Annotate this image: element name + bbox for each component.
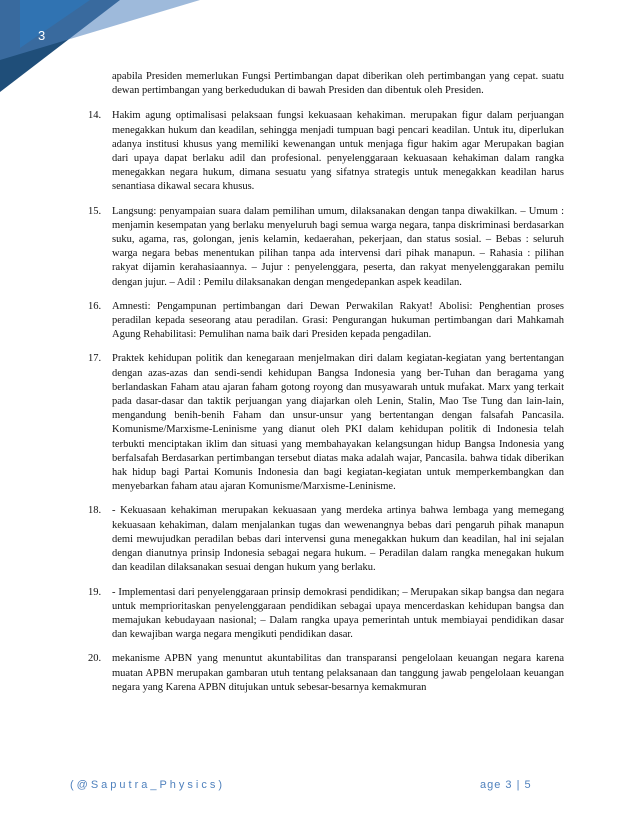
- list-item-text: - Implementasi dari penyelenggaraan prinsip demokrasi pendidikan; – Merupakan sikap bangsa dan negara untuk memprioritaskan penyelenggaraan pendidikan sebagai upaya mencerdaskan kehidupan bangsa dan memajukan kebudayaan nasional; – Dalam rangka upaya pemerintah untuk membiayai pendidikan dasar dan kewajiban warga negara mengikuti pendidikan dasar.: [112, 586, 564, 641]
- list-item-number: 15.: [88, 205, 102, 217]
- list-item-text: Langsung: penyampaian suara dalam pemilihan umum, dilaksanakan dengan tanpa diwakilkan. – Umum : menjamin kesempatan yang berlaku menyeluruh bagi semua warga negara, tanpa diskriminasi berdasarkan suku, agama, ras, golongan, jenis kelamin, kedaerahan, pekerjaan, dan status sosial. – Bebas : seluruh warga negara bebas menentukan pilihan tanpa ada intervensi dari pihak manapun. – Rahasia : pilihan rakyat dijamin kerahasiaannya. – Jujur : penyelenggara, peserta, dan rakyat menyelenggarakan pemilu dengan jujur. – Adil : Pemilu dilaksanakan dengan mengedepankan aspek keadilan.: [112, 205, 564, 288]
- list-item-number: 16.: [88, 300, 102, 312]
- list-item: [88, 586, 564, 643]
- corner-page-number: 3: [38, 28, 46, 43]
- footer-page-number: age 3 | 5: [480, 779, 532, 791]
- document-body: [88, 70, 564, 705]
- list-item-number: 18.: [88, 505, 102, 517]
- list-item-number: 17.: [88, 353, 102, 365]
- list-item: [88, 109, 564, 194]
- footer-author: (@Saputra_Physics): [70, 779, 226, 791]
- list-item: [88, 652, 564, 695]
- list-item: [88, 352, 564, 494]
- list-item-text: Praktek kehidupan politik dan kenegaraan menjelmakan diri dalam kegiatan-kegiatan yang bertentangan dengan azas-azas dan sendi-sendi kehidupan Bangsa Indonesia yang ber-Tuhan dan beragama yang berlandaskan Faham atau ajaran faham gotong royong dan musyawarah untuk mufakat. Marx yang terkait pada dasar-dasar dan taktik perjuangan yang diajarkan oleh Lenin, Stalin, Mao Tse Tung dan lain-lain, mengandung benih-benih Faham dan unsur-unsur yang bertentangan dengan falsafah Pancasila. Komunisme/Marxisme-Leninisme yang dianut oleh PKI dalam kehidupan politik di Indonesia telah terbukti menciptakan iklim dan situasi yang membahayakan kelangsungan hidup Bangsa Indonesia yang berfalsafah Berdasarkan pertimbangan tersebut diatas maka adalah wajar, Pancasila. bahwa tidak diberikan hak hidup bagi Partai Komunis Indonesia dan bagi kegiatan-kegiatan untuk memperkembangkan dan menyebarkan faham atau ajaran Komunisme/Marxisme-Leninisme.: [112, 353, 564, 493]
- list-item: [88, 300, 564, 343]
- list-item: [88, 504, 564, 575]
- list-item-number: 14.: [88, 110, 102, 122]
- list-item-text: Amnesti: Pengampunan pertimbangan dari Dewan Perwakilan Rakyat! Abolisi: Penghentian proses peradilan kepada seseorang atau peradilan. Grasi: Pengurangan hukuman pertimbangan dari Mahkamah Agung Rehabilitasi: Pemulihan nama baik dari Presiden kepada pengadilan.: [112, 300, 564, 341]
- continued-paragraph: apabila Presiden memerlukan Fungsi Pertimbangan dapat diberikan oleh pertimbangan yang cepat. suatu dewan pertimbangan yang berkedudukan di bawah Presiden dan dibentuk oleh Presiden.: [112, 71, 564, 97]
- list-item-text: mekanisme APBN yang menuntut akuntabilitas dan transparansi pengelolaan keuangan negara karena muatan APBN merupakan gambaran utuh tentang pelaksanaan dan tanggung jawab pengelolaan keuangan negara yang Karena APBN ditujukan untuk sebesar-besarnya kemakmuran: [112, 653, 564, 693]
- list-item-number: 20.: [88, 653, 102, 665]
- list-item-number: 19.: [88, 586, 102, 598]
- list-item: [88, 205, 564, 290]
- list-item-text: - Kekuasaan kehakiman merupakan kekuasaan yang merdeka artinya bahwa lembaga yang memegang kekuasaan kehakiman, dalam menjalankan tugas dan wewenangnya bebas dari pengaruh pihak manapun demi mewujudkan peradilan bebas dari intervensi guna menegakkan hukum dan keadilan, hal ini sejalan dengan dianutnya prinsip Indonesia sebagai negara hukum. – Peradilan dalam rangka menegakan hukum dan keadilan dilaksanakan sesuai dengan hukum yang berlaku.: [112, 505, 564, 574]
- list-item-text: Hakim agung optimalisasi pelaksaan fungsi kekuasaan kehakiman. merupakan figur dalam perjuangan menegakkan hukum dan keadilan, sehingga menjadi tumpuan bagi pencari keadilan. Untuk itu, diperlukan adanya institusi khusus yang memiliki kewenangan untuk menjaga figur hakim agar Merupakan bagian dari upaya dapat berlaku adil dan profesional. penyelenggaraan kekuasaan kehakiman dalam rangka menegakkan negara hukum, dimana sesuatu yang sifatnya strategis untuk menegakkan keadilan harus senantiasa dikawal secara khusus.: [112, 110, 564, 193]
